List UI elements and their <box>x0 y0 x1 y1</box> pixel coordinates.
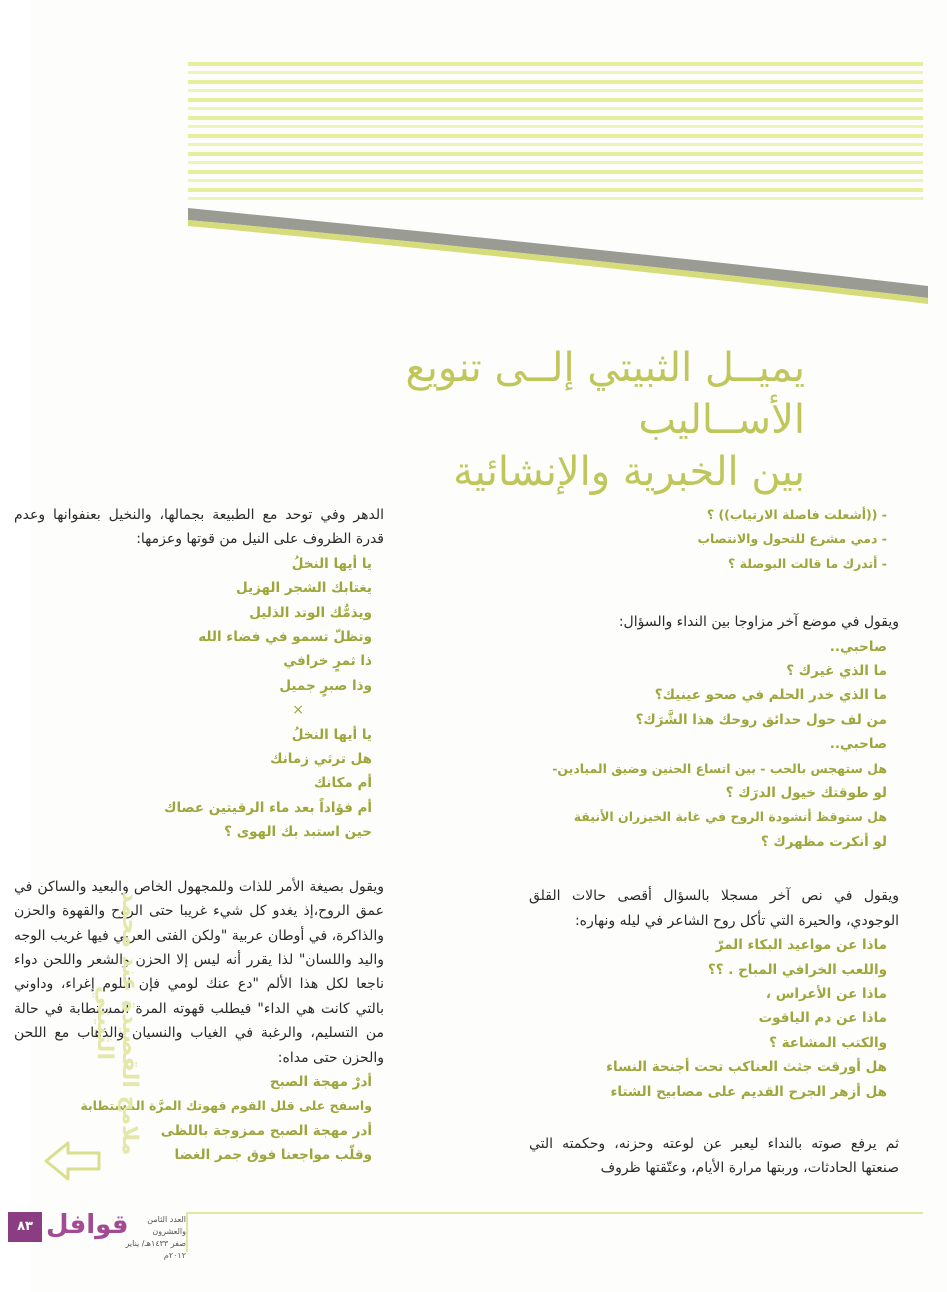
verse-line: ويذمُّك الوتد الذليل <box>249 604 372 621</box>
verse-line: هل ترثي زمانك <box>270 751 372 768</box>
stripe-line <box>188 71 923 74</box>
stripe-line <box>188 170 923 174</box>
verse-line: أم مكانك <box>313 775 372 792</box>
verse-line: ماذا عن مواعيد البكاء المرّ <box>715 937 887 954</box>
verse-line: يا أيها النخلُ <box>291 726 372 743</box>
verse-line: صاحبي.. <box>829 638 887 655</box>
issue-number: العدد الثامن والعشرون <box>147 1215 186 1236</box>
decorative-swoosh <box>188 200 928 310</box>
verse-line: واللعب الخرافي المباح . ؟؟ <box>707 961 887 978</box>
section-vertical-title: ملامح القصيدة عند محمد الثبيتي <box>92 890 142 1156</box>
footer-rule <box>186 1212 923 1214</box>
stripe-line <box>188 116 923 120</box>
title-line-2: بين الخبرية والإنشائية <box>453 449 805 495</box>
verse-line: صاحبي.. <box>829 736 887 753</box>
issue-date: صفر ١٤٣٣هـ/ يناير ٢٠١٢م <box>125 1239 186 1260</box>
issue-info <box>112 1214 186 1262</box>
verse-separator: × <box>292 702 304 719</box>
paragraph: ثم يرفع صوته بالنداء ليعبر عن لوعته وحزنه، وحكمته التي صنعتها الحادثات، وربتها مرارة الأيام، وعتّقتها ظروف <box>529 1135 899 1177</box>
verse-line: وذا صبرٍ جميل <box>279 677 372 694</box>
paragraph: ويقول بصيغة الأمر للذات وللمجهول الخاص والبعيد والساكن في عمق الروح،إذ يغدو كل شيء غريبا حتى الروح والقهوة والحزن والذاكرة، في أوطان عربية "ولكن الفتى العربي فيها غريب الوجه واليد واللسان" لذا يقرر أنه ليس إلا الحزن والشعر واللحن دواء ناجعا لكل هذا الألم "دع عنك لومي فإن اللوم إغراء، وداوني بالتي كانت هي الداء" فيطلب قهوته المرة المستطابة في حالة من التسليم، والرغبة في الغياب والنسيان والذهاب مع اللحن والحزن حتى مداه: <box>14 878 384 1066</box>
verse-line: يا أيها النخلُ <box>291 555 372 572</box>
verse-line: لو طوقتك خيول الدرَك ؟ <box>725 785 887 802</box>
verse-line: أدرْ مهجة الصبح <box>269 1073 372 1090</box>
verse-line: ماذا عن الأعراس ، <box>765 985 887 1002</box>
paragraph: الدهر وفي توحد مع الطبيعة بجمالها، والنخيل بعنفوانها وعدم قدرة الظروف على النيل من قوتها وعزمها: <box>14 507 384 548</box>
stripe-line <box>188 161 923 164</box>
verse-line: من لف حول حدائق روحك هذا الشَّرَك؟ <box>635 711 887 728</box>
stripe-line <box>188 188 923 192</box>
verse-line: حين استبد بك الهوى ؟ <box>224 824 372 841</box>
verse-line: هل أورقت جثث العناكب تحت أجنحة النساء <box>606 1059 887 1076</box>
verse-line: ما الذي غيرك ؟ <box>786 663 887 680</box>
verse-line: - دمي مشرع للتحول والانتصاب <box>697 531 887 547</box>
right-column <box>529 503 899 1181</box>
verse-line: يغتابك الشجر الهزيل <box>236 580 372 597</box>
verse-line: وقلّب مواجعنا فوق جمر الغضا <box>174 1147 372 1164</box>
stripe-line <box>188 179 923 182</box>
verse-line: - أتدرك ما قالت البوصلة ؟ <box>728 555 887 571</box>
stripe-line <box>188 125 923 128</box>
title-line-1: يميــل الثبيتي إلــى تنويع الأســاليب <box>405 345 805 443</box>
left-column <box>14 503 384 1168</box>
paragraph: ويقول في نص آخر مسجلا بالسؤال أقصى حالات القلق الوجودي، والحيرة التي تأكل روح الشاعر في ليله ونهاره: <box>529 888 899 929</box>
verse-line: - ((أشعلت فاصلة الارتياب)) ؟ <box>706 507 887 522</box>
paragraph: ويقول في موضع آخر مزاوجا بين النداء والسؤال: <box>618 614 899 631</box>
verse-line: وتظلّ تسمو في فضاء الله <box>198 629 372 646</box>
stripe-line <box>188 107 923 110</box>
stripe-line <box>188 152 923 156</box>
footer-rule-vertical <box>186 1212 188 1252</box>
verse-line: والكتب المشاعة ؟ <box>769 1034 887 1051</box>
verse-line: ما الذي خدر الحلم في صحو عينيك؟ <box>654 687 887 704</box>
stripe-line <box>188 89 923 92</box>
verse-line: هل ستهجس بالحب - بين اتساع الحنين وضيق الميادين- <box>552 760 887 776</box>
verse-line: أم فؤاداً بعد ماء الرقيتين عصاك <box>164 799 372 816</box>
page-number: ٨٣ <box>8 1212 42 1242</box>
stripe-line <box>188 134 923 138</box>
magazine-logo: قوافل <box>46 1210 129 1240</box>
verse-line: ماذا عن دم الياقوت <box>758 1010 887 1027</box>
verse-line: هل أزهر الجرح القديم على مصابيح الشتاء <box>610 1083 887 1100</box>
verse-line: ذا ثمرٍ خرافي <box>283 653 372 670</box>
arrow-left-icon <box>44 1140 102 1182</box>
verse-line: واسفح على قلل القوم قهوتك المرَّة المستطابة <box>80 1098 372 1114</box>
article-title <box>245 342 805 498</box>
verse-line: هل ستوقظ أنشودة الروح في غابة الخيزران الأنيقة <box>573 809 887 825</box>
stripe-line <box>188 62 923 66</box>
stripe-line <box>188 143 923 146</box>
stripe-line <box>188 80 923 84</box>
verse-line: لو أنكرت مظهرك ؟ <box>760 833 887 850</box>
verse-line: أدر مهجة الصبح ممزوجة باللظى <box>160 1122 372 1139</box>
stripe-line <box>188 98 923 102</box>
decorative-stripes <box>188 0 923 220</box>
